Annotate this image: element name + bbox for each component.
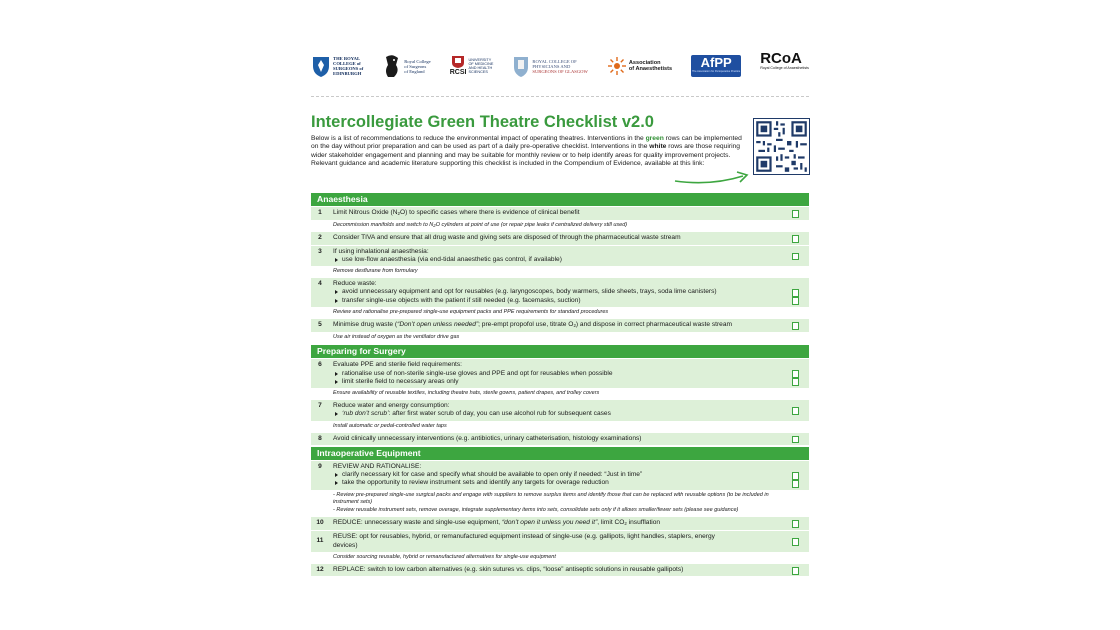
checkbox-item-4b[interactable] bbox=[792, 297, 800, 305]
note-item-1: Decommission manifolds and switch to $N_2O$ cylinders at point of use (or repair pipe leaks if centralized delivery still used) bbox=[311, 220, 809, 231]
checklist-item-7: 7 Reduce water and energy consumption: ‘rub don’t scrub’: after first water scrub of day, you can use alcohol rub for subsequent cases bbox=[311, 399, 809, 420]
rcsi-logo: RCSI UNIVERSITY OF MEDICINE AND HEALTH SCIENCES bbox=[450, 51, 494, 81]
triangle-bullet-icon bbox=[335, 290, 338, 294]
triangle-bullet-icon bbox=[335, 412, 338, 416]
triangle-bullet-icon bbox=[335, 372, 338, 376]
checkbox-item-3[interactable] bbox=[792, 253, 800, 261]
triangle-bullet-icon bbox=[335, 299, 338, 303]
bullet: avoid unnecessary equipment and opt for reusables (e.g. laryngoscopes, body warmers, slide sheets, trays, soda lime canisters) bbox=[333, 288, 787, 296]
checkbox-item-6b[interactable] bbox=[792, 378, 800, 386]
association-of-anaesthetists-logo: Association of Anaesthetists bbox=[607, 51, 672, 81]
checklist-item-2: 2 Consider TIVA and ensure that all drug waste and giving sets are disposed of through the pharmaceutical waste stream bbox=[311, 231, 809, 244]
sunburst-icon bbox=[607, 56, 627, 76]
checkbox-item-11[interactable] bbox=[792, 538, 800, 546]
afpp-logo: AfPP The Association for Perioperative Practice bbox=[691, 51, 741, 81]
checklist-item-5: 5 Minimise drug waste (“Don’t open unless needed”; pre-empt propofol use, titrate $O_2$) and dispose in correct pharmaceutical waste stream bbox=[311, 318, 809, 332]
checkbox-item-8[interactable] bbox=[792, 436, 800, 444]
checklist-item-4: 4 Reduce waste: avoid unnecessary equipment and opt for reusables (e.g. laryngoscopes, body warmers, slide sheets, trays, soda lime canisters) transfer single-use objects with the patient if still needed (e.g. facemasks, suction) bbox=[311, 277, 809, 307]
bullet: take the opportunity to review instrument sets and identify any targets for overage reduction bbox=[333, 479, 787, 487]
triangle-bullet-icon bbox=[335, 258, 338, 262]
qr-code[interactable] bbox=[753, 118, 810, 175]
triangle-bullet-icon bbox=[335, 380, 338, 384]
note-item-11: Consider sourcing reusable, hybrid or remanufactured alternatives for single-use equipment bbox=[311, 552, 809, 563]
checklist-item-6: 6 Evaluate PPE and sterile field requirements: rationalise use of non-sterile single-use gloves and PPE and opt for reusables when possible limit sterile field to necessary areas only bbox=[311, 358, 809, 388]
note-item-5: Use air instead of oxygen as the ventilator drive gas bbox=[311, 332, 809, 343]
rcseng-logo: Royal College of Surgeons of England bbox=[382, 51, 430, 81]
arrow-to-qr-icon bbox=[673, 170, 751, 186]
checklist-item-8: 8 Avoid clinically unnecessary interventions (e.g. antibiotics, urinary catheterisation, histology examinations) bbox=[311, 432, 809, 445]
checkbox-item-9a[interactable] bbox=[792, 472, 800, 480]
rcsi-crest-icon bbox=[451, 55, 465, 69]
page-title: Intercollegiate Green Theatre Checklist v2.0 bbox=[311, 113, 654, 131]
checkbox-item-12[interactable] bbox=[792, 567, 800, 575]
note-item-3: Remove desflurane from formulary bbox=[311, 266, 809, 277]
note-item-9a: - Review pre-prepared single-use surgical packs and engage with suppliers to remove surplus items and identify those that can be replaced with reusable options (to be included in instrument sets) bbox=[311, 490, 809, 506]
checkbox-item-7[interactable] bbox=[792, 407, 800, 415]
bullet: transfer single-use objects with the patient if still needed (e.g. facemasks, suction) bbox=[333, 297, 787, 305]
checklist-item-11: 11 REUSE: opt for reusables, hybrid, or remanufactured equipment instead of single-use (e.g. gallipots, light handles, staplers, energy devices) bbox=[311, 530, 809, 551]
griffin-crest-icon bbox=[382, 53, 402, 79]
qr-code-icon bbox=[754, 119, 809, 174]
note-item-6: Ensure availability of reusable textiles, including theatre hats, sterile gowns, patient drapes, and trolley covers bbox=[311, 388, 809, 399]
note-item-4: Review and rationalise pre-prepared single-use equipment packs and PPE requirements for standard procedures bbox=[311, 307, 809, 318]
checkbox-item-2[interactable] bbox=[792, 235, 800, 243]
checkbox-item-1[interactable] bbox=[792, 210, 800, 218]
note-item-7: Install automatic or pedal-controlled water taps bbox=[311, 421, 809, 432]
rcsed-crest-icon bbox=[311, 54, 331, 78]
bullet: limit sterile field to necessary areas only bbox=[333, 378, 787, 386]
checklist-item-10: 10 REDUCE: unnecessary waste and single-use equipment, “don’t open it unless you need it”, limit $CO_2$ insufflation bbox=[311, 516, 809, 530]
bullet: use low-flow anaesthesia (via end-tidal anaesthetic gas control, if available) bbox=[333, 256, 787, 264]
checklist-item-3: 3 If using inhalational anaesthesia: use low-flow anaesthesia (via end-tidal anaesthetic gas control, if available) bbox=[311, 245, 809, 266]
intro-paragraph: Below is a list of recommendations to reduce the environmental impact of operating theatres. Interventions in the green rows can be implemented on the day without prior preparation and can be used as part of a daily pre-operative checklist. Interventions in the white rows are those requiring wider stakeholder engagement and planning and may be suitable for monthly review or to help identify areas for quality improvement projects. Relevant guidance and academic literature supporting this checklist is included in the Compendium of Evidence, available at this link: bbox=[311, 135, 742, 168]
bullet: ‘rub don’t scrub’: after first water scrub of day, you can use alcohol rub for subsequent cases bbox=[333, 410, 787, 418]
checkbox-item-4a[interactable] bbox=[792, 289, 800, 297]
checklist-item-9: 9 REVIEW AND RATIONALISE: clarify necessary kit for case and specify what should be available to open only if needed: “Just in time” take the opportunity to review instrument sets and identify any targets for overage reduction bbox=[311, 460, 809, 490]
triangle-bullet-icon bbox=[335, 481, 338, 485]
checklist-item-1: 1 Limit Nitrous Oxide $(N_2O)$ to specific cases where there is evidence of clinical benefit bbox=[311, 206, 809, 220]
rcoa-logo: RCoA Royal College of Anaesthetists bbox=[760, 50, 809, 70]
checklist bbox=[311, 193, 809, 576]
bullet: rationalise use of non-sterile single-use gloves and PPE and opt for reusables when possible bbox=[333, 370, 787, 378]
checkbox-item-9b[interactable] bbox=[792, 480, 800, 488]
rcpsg-crest-icon bbox=[512, 54, 530, 78]
bullet: clarify necessary kit for case and specify what should be available to open only if needed: “Just in time” bbox=[333, 471, 787, 479]
checkbox-item-5[interactable] bbox=[792, 322, 800, 330]
note-item-9b: - Review reusable instrument sets, remove overage, integrate supplementary items into sets, consolidate sets only if it allows smaller/fewer sets (please see guidance) bbox=[311, 506, 809, 516]
checklist-item-12: 12 REPLACE: switch to low carbon alternatives (e.g. skin sutures vs. clips, “loose” antiseptic solutions in reusable gallipots) bbox=[311, 563, 809, 576]
triangle-bullet-icon bbox=[335, 473, 338, 477]
section-anaesthesia: Anaesthesia bbox=[311, 193, 809, 206]
logo-strip bbox=[311, 50, 809, 82]
rcpsg-logo: ROYAL COLLEGE OF PHYSICIANS AND SURGEONS OF GLASGOW bbox=[512, 51, 587, 81]
rcsed-logo: THE ROYAL COLLEGE of SURGEONS of EDINBURGH bbox=[311, 51, 363, 81]
checkbox-item-6a[interactable] bbox=[792, 370, 800, 378]
checklist-page bbox=[311, 0, 809, 630]
checkbox-item-10[interactable] bbox=[792, 520, 800, 528]
section-intraoperative-equipment: Intraoperative Equipment bbox=[311, 447, 809, 460]
section-preparing-for-surgery: Preparing for Surgery bbox=[311, 345, 809, 358]
header-divider bbox=[311, 96, 809, 97]
